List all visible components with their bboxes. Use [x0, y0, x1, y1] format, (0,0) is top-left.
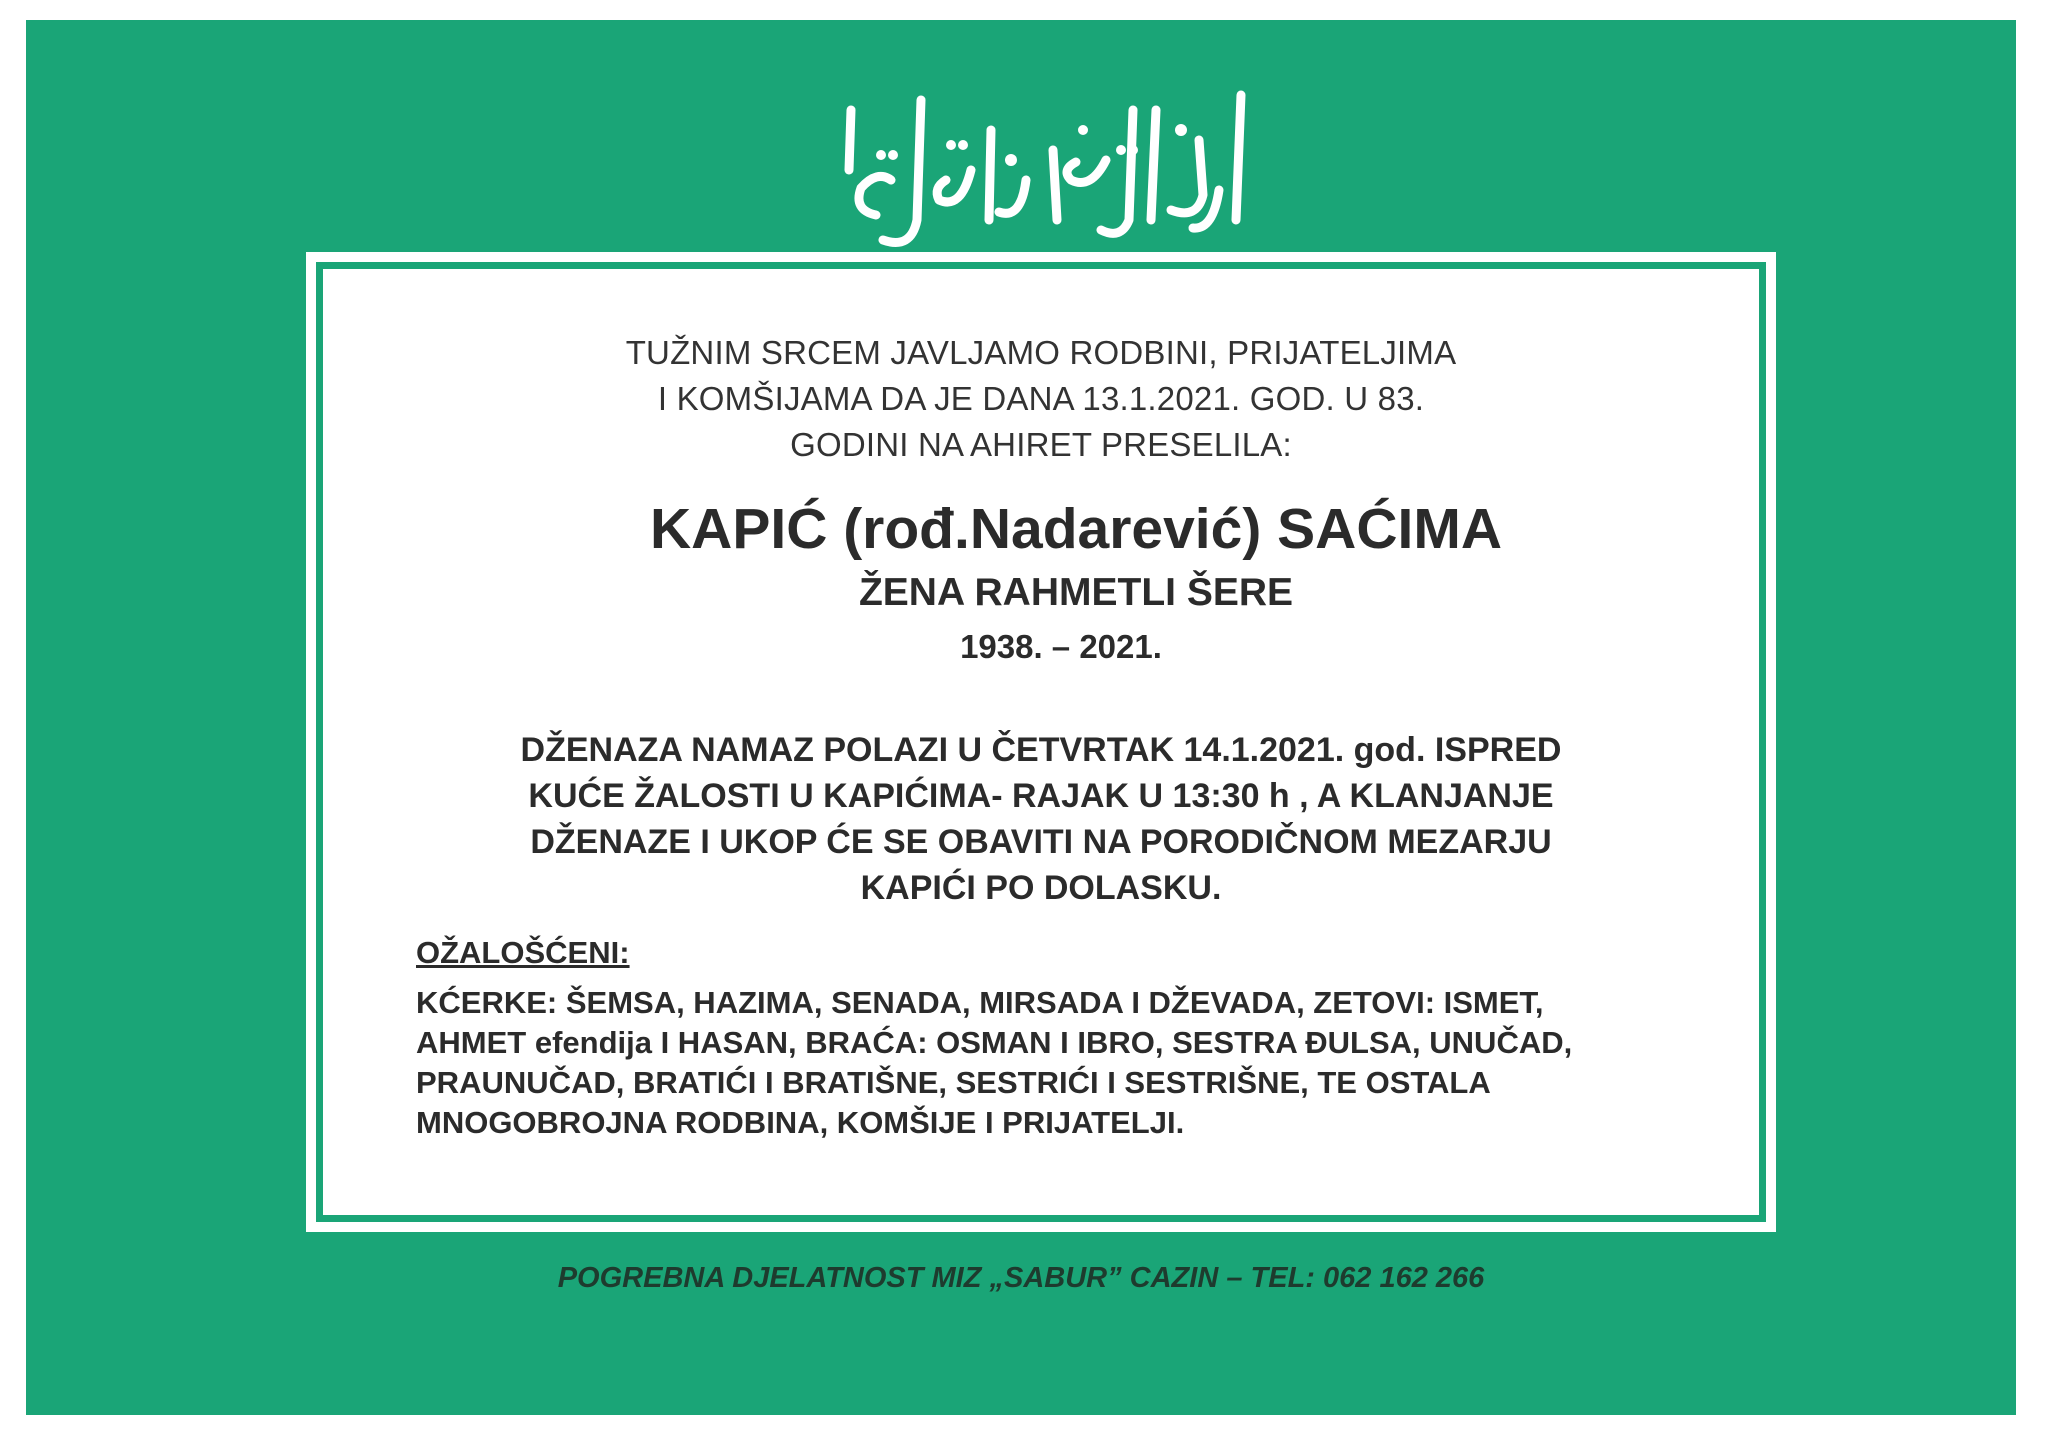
- mourners-line: AHMET efendija I HASAN, BRAĆA: OSMAN I IBRO, SESTRA ĐULSA, UNUČAD,: [416, 1025, 1573, 1060]
- mourners-line: MNOGOBROJNA RODBINA, KOMŠIJE I PRIJATELJI.: [416, 1105, 1185, 1140]
- intro-line: I KOMŠIJAMA DA JE DANA 13.1.2021. GOD. U 83.: [657, 380, 1425, 417]
- life-years: 1938. – 2021.: [960, 628, 1162, 665]
- calligraphy-graphic: [821, 70, 1261, 270]
- funeral-line: KAPIĆI PO DOLASKU.: [860, 869, 1222, 907]
- mourners-line: PRAUNUČAD, BRATIĆI I BRATIŠNE, SESTRIĆI I SESTRIŠNE, TE OSTALA: [416, 1065, 1491, 1100]
- notice-content: [334, 280, 1748, 1204]
- intro-line: GODINI NA AHIRET PRESELILA:: [790, 426, 1292, 463]
- mourners-line: KĆERKE: ŠEMSA, HAZIMA, SENADA, MIRSADA I DŽEVADA, ZETOVI: ISMET,: [416, 985, 1544, 1020]
- funeral-line: DŽENAZE I UKOP ĆE SE OBAVITI NA PORODIČNOM MEZARJU: [530, 823, 1552, 861]
- funeral-line: KUĆE ŽALOSTI U KAPIĆIMA- RAJAK U 13:30 h , A KLANJANJE: [528, 777, 1554, 815]
- intro-text: [334, 330, 1748, 468]
- funeral-home-footer: POGREBNA DJELATNOST MIZ „SABUR” CAZIN – TEL: 062 162 266: [557, 1262, 1485, 1294]
- relation-line: ŽENA RAHMETLI ŠERE: [858, 571, 1294, 614]
- intro-line: TUŽNIM SRCEM JAVLJAMO RODBINI, PRIJATELJIMA: [625, 334, 1457, 371]
- obituary-sheet: [26, 20, 2016, 1415]
- funeral-line: DŽENAZA NAMAZ POLAZI U ČETVRTAK 14.1.2021. god. ISPRED: [520, 731, 1562, 769]
- notice-frame: [306, 252, 1776, 1232]
- deceased-name: KAPIĆ (rođ.Nadarević) SAĆIMA: [650, 497, 1502, 561]
- funeral-details: [334, 727, 1748, 911]
- arabic-calligraphy: [821, 70, 1261, 270]
- mourners-list: [416, 983, 1572, 1143]
- mourners-heading: OŽALOŠĆENI:: [416, 935, 630, 970]
